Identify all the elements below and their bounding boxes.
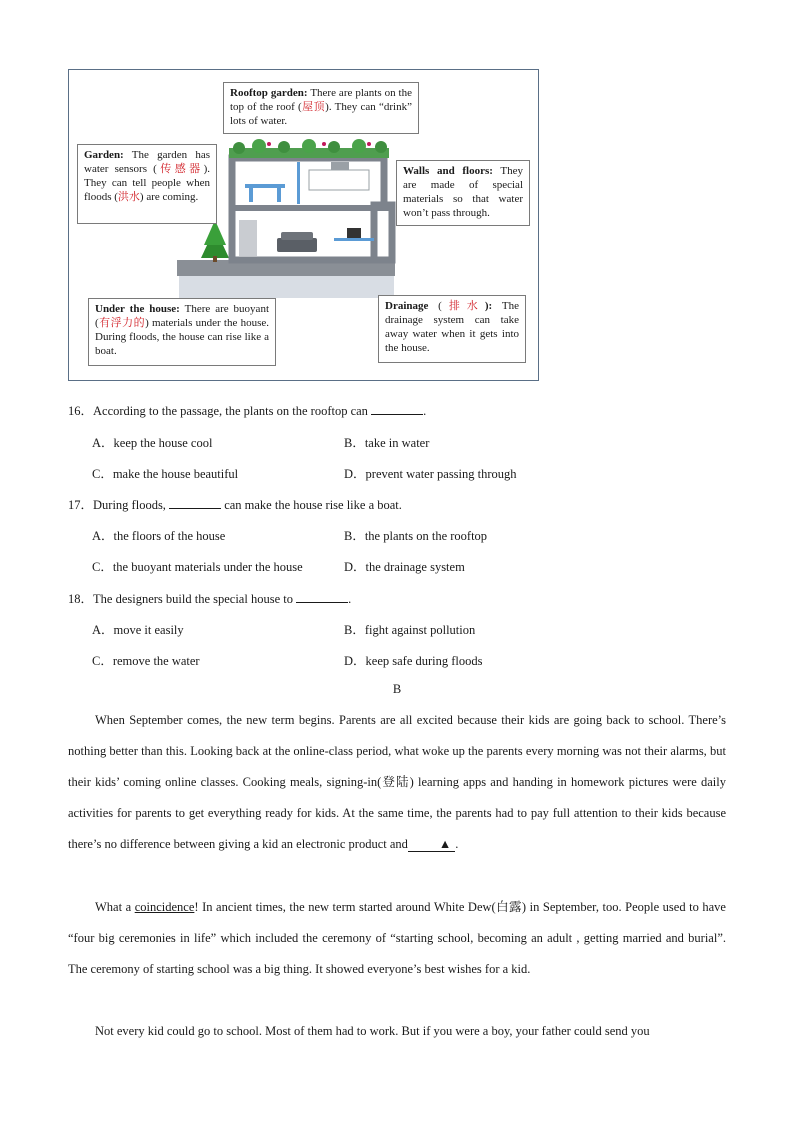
q16-option-a: A．keep the house cool	[92, 436, 213, 450]
under-house-callout: Under the house: There are buoyant (有浮力的) materials under the house. During floods, the house can rise like a boat.	[88, 298, 276, 366]
triangle-blank: ▲	[408, 837, 455, 852]
paragraph-2: What a coincidence! In ancient times, the new term started around White Dew(白露) in September, too. People used to have “four big ceremonies in life” which included the ceremony of “starting school, becoming an adult , getting married and burial”. The ceremony of starting school was a big thing. It showed everyone’s best wishes for a kid.	[68, 900, 726, 976]
answer-blank	[296, 591, 348, 603]
drainage-callout: Drainage (排水): The drainage system can take away water when it gets into the house.	[378, 295, 526, 363]
q18-option-a: A．move it easily	[92, 623, 184, 637]
q16-option-b: B．take in water	[344, 436, 430, 450]
q18-option-c: C．remove the water	[92, 654, 200, 668]
q17-option-a: A．the floors of the house	[92, 529, 226, 543]
q16-option-d: D．prevent water passing through	[344, 467, 517, 481]
q18-option-d: D．keep safe during floods	[344, 654, 483, 668]
section-heading: B	[392, 682, 402, 696]
annex	[374, 205, 392, 260]
rooftop-plants	[229, 139, 389, 158]
paragraph-1: When September comes, the new term begins. Parents are all excited because their kids are going back to school. There’s nothing better than this. Looking back at the online-class period, what woke up the parents every morning was not their alarms, but their kids’ coming online classes. Cooking meals, signing-in(登陆) learning apps and handing in homework pictures were daily activities for parents to get everything ready for kids. At the same time, the parents had to pay full attention to their kids because there’s no difference between giving a kid an electronic product and ▲ .	[68, 713, 726, 851]
sofa	[277, 238, 317, 252]
q18-option-b: B．fight against pollution	[344, 623, 476, 637]
paragraph-3: Not every kid could go to school. Most of them had to work. But if you were a boy, your father could send you	[95, 1024, 650, 1038]
pine-tree-icon	[201, 220, 229, 262]
question-18: 18．The designers build the special house to .	[68, 592, 352, 606]
answer-blank	[169, 497, 221, 509]
answer-blank	[371, 403, 423, 415]
q17-option-c: C．the buoyant materials under the house	[92, 560, 303, 574]
question-17: 17．During floods, can make the house rise like a boat.	[68, 498, 402, 512]
underlined-word: coincidence	[134, 900, 195, 914]
question-16: 16．According to the passage, the plants on the rooftop can .	[68, 404, 427, 418]
q17-option-b: B．the plants on the rooftop	[344, 529, 488, 543]
garden-callout: Garden: The garden has water sensors (传感器). They can tell people when floods (洪水) are coming.	[77, 144, 217, 224]
water	[179, 276, 394, 298]
house-diagram	[68, 69, 539, 381]
laptop-icon	[347, 228, 361, 238]
walls-floors-callout: Walls and floors: They are made of special materials so that water won’t pass through.	[396, 160, 530, 226]
q17-option-d: D．the drainage system	[344, 560, 465, 574]
q16-option-c: C．make the house beautiful	[92, 467, 239, 481]
rooftop-garden-callout: Rooftop garden: There are plants on the top of the roof (屋顶). They can “drink” lots of water.	[223, 82, 419, 134]
